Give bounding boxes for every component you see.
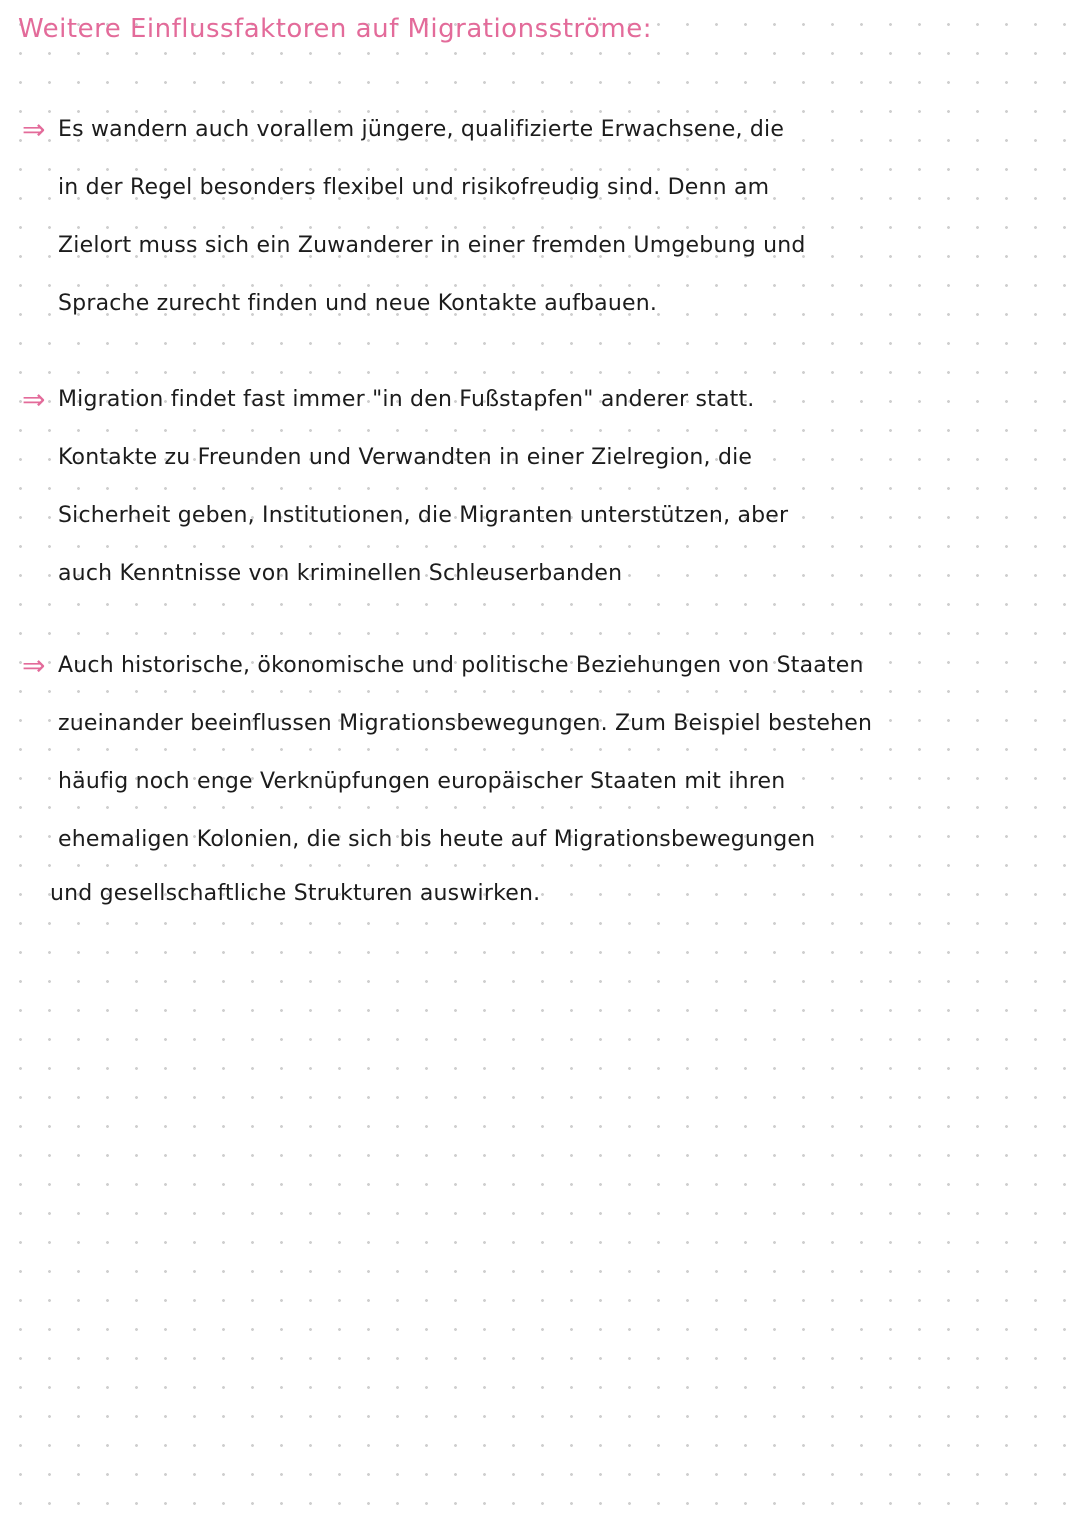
text-line: häufig noch enge Verknüpfungen europäischer Staaten mit ihren bbox=[58, 769, 786, 794]
text-line: Migration findet fast immer "in den Fußstapfen" anderer statt. bbox=[58, 387, 755, 412]
text-line: Zielort muss sich ein Zuwanderer in einer fremden Umgebung und bbox=[58, 233, 806, 258]
double-arrow-icon: ⇒ bbox=[22, 649, 46, 682]
text-line: zueinander beeinflussen Migrationsbewegungen. Zum Beispiel bestehen bbox=[58, 711, 873, 736]
double-arrow-icon: ⇒ bbox=[22, 383, 46, 416]
text-line: in der Regel besonders flexibel und risikofreudig sind. Denn am bbox=[58, 175, 770, 200]
text-line: Auch historische, ökonomische und politische Beziehungen von Staaten bbox=[58, 653, 864, 678]
double-arrow-icon: ⇒ bbox=[22, 113, 46, 146]
text-line: Sicherheit geben, Institutionen, die Migranten unterstützen, aber bbox=[58, 503, 789, 528]
text-line: ehemaligen Kolonien, die sich bis heute auf Migrationsbewegungen bbox=[58, 827, 816, 852]
page-title: Weitere Einflussfaktoren auf Migrationsströme: bbox=[18, 14, 652, 44]
text-line: auch Kenntnisse von kriminellen Schleuserbanden bbox=[58, 561, 623, 586]
text-line: Kontakte zu Freunden und Verwandten in einer Zielregion, die bbox=[58, 445, 753, 470]
text-line: und gesellschaftliche Strukturen auswirken. bbox=[50, 881, 541, 906]
text-line: Es wandern auch vorallem jüngere, qualifizierte Erwachsene, die bbox=[58, 117, 785, 142]
text-line: Sprache zurecht finden und neue Kontakte aufbauen. bbox=[58, 291, 658, 316]
